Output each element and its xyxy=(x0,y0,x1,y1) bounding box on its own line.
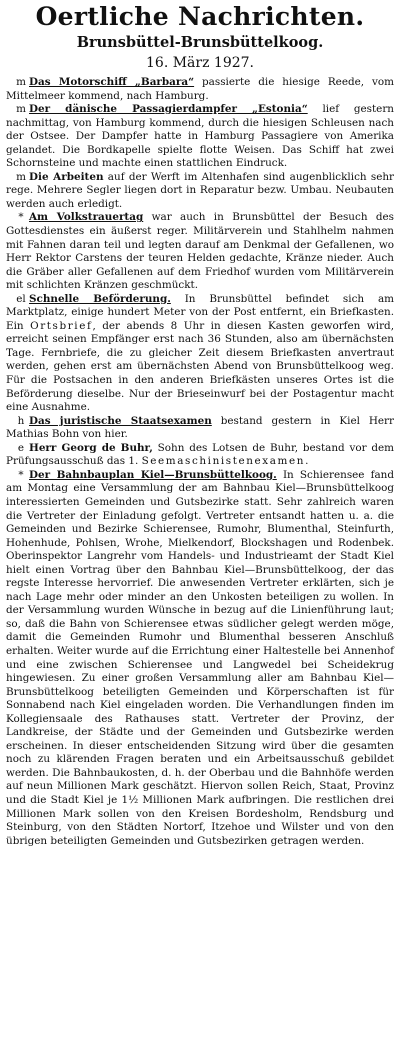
article-werft xyxy=(6,171,394,212)
article-headline: Das juristische Staatsexamen xyxy=(29,414,212,427)
article-mark: m xyxy=(16,103,26,116)
article-headline: Schnelle Beförderung. xyxy=(29,292,171,305)
article-body: war auch in Brunsbüttel der Besuch des Gottesdienstes ein äußerst reger. Militärverein und Stahlhelm nahmen mit Fahnen daran teil und legten darauf am Denkmal der Gefallenen, wo Herr Rektor Carstens der teuren Helden gedachte, Kränze nieder. Auch die Gräber aller Gefallenen auf dem Friedhof wurden vom Militärverein mit schlichten Kränzen geschmückt. xyxy=(6,211,395,292)
article-estonia xyxy=(6,103,394,171)
article-mark: * xyxy=(18,211,24,224)
article-mark: e xyxy=(17,441,25,454)
article-headline: Am Volkstrauertag xyxy=(29,211,144,224)
article-headline: Der dänische Passagierdampfer „Estonia“ xyxy=(29,103,308,116)
section-subtitle: Brunsbüttel-Brunsbüttelkoog. xyxy=(76,34,324,51)
page-title: Oertliche Nachrichten. xyxy=(35,2,365,31)
article-body: In Brunsbüttel befindet sich am Marktplatz, einige hundert Meter von der Post entfernt, ein Briefkasten. Ein xyxy=(6,292,394,332)
article-bahnbauplan xyxy=(6,469,394,848)
article-headline: Die Arbeiten xyxy=(29,170,104,183)
article-body: bestand gestern in Kiel Herr Mathias Bohn von hier. xyxy=(6,414,394,441)
article-body: , der abends 8 Uhr in diesen Kasten geworfen wird, erreicht seinen Empfänger erst nach 36 Stunden, also am übernächsten Tage. Fernbriefe, die zu gleicher Zeit diesem Briefkasten anvertraut werden, gehen erst am übernächsten Abend von Brunsbüttelkoog weg. Für die Postsachen in den anderen Briefkästen unseres Ortes ist die Beförderung dieselbe. Nur der Brieseinwurf bei der Postagentur macht eine Ausnahme. xyxy=(6,319,394,414)
article-mark: * xyxy=(18,468,24,481)
article-mark: m xyxy=(16,170,26,183)
article-emphasis: Ortsbrief xyxy=(30,319,93,332)
article-headline: Herr Georg de Buhr, xyxy=(29,441,153,454)
article-volkstrauertag xyxy=(6,211,394,292)
article-mark: m xyxy=(16,76,26,88)
issue-date: 16. März 1927. xyxy=(146,55,254,71)
article-headline: Das Motorschiff „Barbara“ xyxy=(29,76,195,88)
article-motorschiff xyxy=(6,76,394,103)
article-emphasis: Seemaschinistenexamen xyxy=(141,455,306,468)
article-body: Sohn des Lotsen de Buhr, bestand vor dem Prüfungsausschuß das 1. xyxy=(6,441,394,468)
article-befoerderung xyxy=(6,293,394,415)
article-headline: Der Bahnbauplan Kiel—Brunsbüttelkoog. xyxy=(29,468,277,481)
article-mark: el xyxy=(16,292,26,305)
article-body: . xyxy=(305,455,309,468)
article-body: auf der Werft im Altenhafen sind augenblicklich sehr rege. Mehrere Segler liegen dort in Reparatur bezw. Umbau. Neubauten werden auch erledigt. xyxy=(6,170,395,210)
article-body: In Schierensee fand am Montag eine Versammlung der am Bahnbau Kiel—Brunsbüttelkoog interessierten Gemeinden und Gutsbezirke statt. Sehr zahlreich waren die Vertreter der Einladung gefolgt. Vertreter entsandt hatten u. a. die Gemeinden und Bezirke Schierensee, Rumohr, Blumenthal, Steinfurth, Hohenhude, Pohlsen, Wrohe, Mielkendorf, Blockshagen und Rodenbek. Oberinspektor Langrehr vom Handels- und Industrieamt der Stadt Kiel hielt einen Vortrag über den Bahnbau Kiel—Brunsbüttelkoog, der das regste Interesse hervorrief. Die anwesenden Vertreter erklärten, sich je nach Lage mehr oder minder an den Unkosten beteiligen zu wollen. In der Versammlung wurden Wünsche in bezug auf die Linienführung laut; so, daß die Bahn von Schierensee etwas südlicher gelegt werden möge, damit die Gemeinden Rumohr und Blumenthal besseren Anschluß erhalten. Weiter wurde auf die Errichtung einer Haltestelle bei Annenhof und eine zwischen Schierensee und Langwedel bei Scheidekrug hingewiesen. Zu einer großen Versammlung aller am Bahnbau Kiel—Brunsbüttelkoog beteiligten Gemeinden und Körperschaften ist für Sonnabend nach Kiel eingeladen worden. Die Verhandlungen finden im Kollegiensaale des Rathauses statt. Vertreter der Provinz, der Landkreise, der Städte und der Gemeinden und Gutsbezirke werden erscheinen. In dieser entscheidenden Sitzung wird über die gesamten noch zu klärenden Fragen beraten und ein Arbeitsausschuß gebildet werden. Die Bahnbaukosten, d. h. der Oberbau und die Bahnhöfe werden auf neun Millionen Mark geschätzt. Hiervon sollen Reich, Staat, Provinz und die Stadt Kiel je 1½ Millionen Mark aufbringen. Die restlichen drei Millionen Mark sollen von den Kreisen Bordesholm, Rendsburg und Steinburg, von den Städten Nortorf, Itzehoe und Wilster und von den übrigen beteiligten Gemeinden und Gutsbezirken getragen werden. xyxy=(6,468,394,847)
article-body: lief gestern nachmittag, von Hamburg kommend, durch die hiesigen Schleusen nach der Ostsee. Der Dampfer hatte in Hamburg Passagiere von Amerika gelandet. Die Bordkapelle spielte flotte Weisen. Das Schiff hat zwei Schornsteine und machte einen stattlichen Eindruck. xyxy=(6,103,394,170)
article-de-buhr xyxy=(6,442,394,469)
article-mark: h xyxy=(17,414,25,427)
article-body: passierte die hiesige Reede, vom Mittelmeer kommend, nach Hamburg. xyxy=(6,76,394,102)
article-staatsexamen xyxy=(6,415,394,442)
